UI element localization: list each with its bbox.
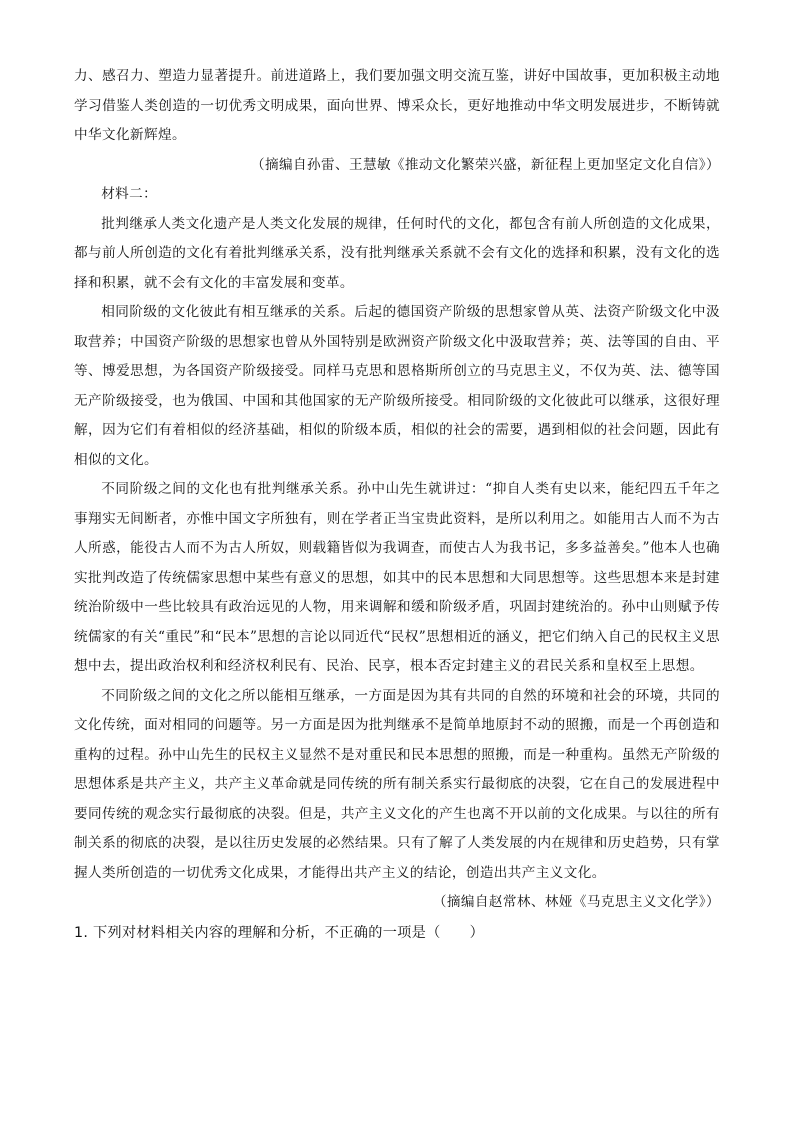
material-one-source: （摘编自孙雷、王慧敏《推动文化繁荣兴盛，新征程上更加坚定文化自信》） [251,156,720,173]
material-two-paragraph-1: 批判继承人类文化遗产是人类文化发展的规律，任何时代的文化，都包含有前人所创造的文化成果，都与前人所创造的文化有着批判继承关系，没有批判继承关系就不会有文化的选择和积累，没有文化的选择和积累，就不会有文化的丰富发展和变革。 [74,215,720,291]
question-1: 1. 下列对材料相关内容的理解和分析，不正确的一项是（ ） [74,924,485,941]
material-two-paragraph-3: 不同阶级之间的文化也有批判继承关系。孙中山先生就讲过：“抑自人类有史以来，能纪四五千年之事翔实无间断者，亦惟中国文字所独有，则在学者正当宝贵此资料，是所以利用之。如能用古人而不为古人所惑，能役古人而不为古人所奴，则载籍皆似为我调查，而使古人为我书记，多多益善矣。”他本人也确实批判改造了传统儒家思想中某些有意义的思想，如其中的民本思想和大同思想等。这些思想本来是封建统治阶级中一些比较具有政治远见的人物，用来调解和缓和阶级矛盾，巩固封建统治的。孙中山则赋予传统儒家的有关“重民”和“民本”思想的言论以同近代“民权”思想相近的涵义，把它们纳入自己的民权主义思想中去，提出政治权利和经济权利民有、民治、民享，根本否定封建主义的君民关系和皇权至上思想。 [74,481,720,674]
material-one-continuation: 力、感召力、塑造力显著提升。前进道路上，我们要加强文明交流互鉴，讲好中国故事，更加积极主动地学习借鉴人类创造的一切优秀文明成果，面向世界、博采众长，更好地推动中华文明发展进步，不断铸就中华文化新辉煌。 [74,68,720,143]
material-two-paragraph-4: 不同阶级之间的文化之所以能相互继承，一方面是因为其有共同的自然的环境和社会的环境，共同的文化传统，面对相同的问题等。另一方面是因为批判继承不是简单地原封不动的照搬，而是一个再创造和重构的过程。孙中山先生的民权主义显然不是对重民和民本思想的照搬，而是一种重构。虽然无产阶级的思想体系是共产主义，共产主义革命就是同传统的所有制关系实行最彻底的决裂，它在自己的发展进程中要同传统的观念实行最彻底的决裂。但是，共产主义文化的产生也离不开以前的文化成果。与以往的所有制关系的彻底的决裂，是以往历史发展的必然结果。只有了解了人类发展的内在规律和历史趋势，只有掌握人类所创造的一切优秀文化成果，才能得出共产主义的结论，创造出共产主义文化。 [74,687,720,881]
material-two-source: （摘编自赵常林、林娅《马克思主义文化学》） [432,894,720,910]
material-two-paragraph-2: 相同阶级的文化彼此有相互继承的关系。后起的德国资产阶级的思想家曾从英、法资产阶级文化中汲取营养；中国资产阶级的思想家也曾从外国特别是欧洲资产阶级文化中汲取营养；英、法等国的自由、平等、博爱思想，为各国资产阶级接受。同样马克思和恩格斯所创立的马克思主义，不仅为英、法、德等国无产阶级接受，也为俄国、中国和其他国家的无产阶级所接受。相同阶级的文化彼此可以继承，这很好理解，因为它们有着相似的经济基础，相似的阶级本质，相似的社会的需要，遇到相似的社会问题，因此有相似的文化。 [74,304,720,468]
document-page [74,62,720,946]
material-two-label: 材料二： [101,186,158,202]
